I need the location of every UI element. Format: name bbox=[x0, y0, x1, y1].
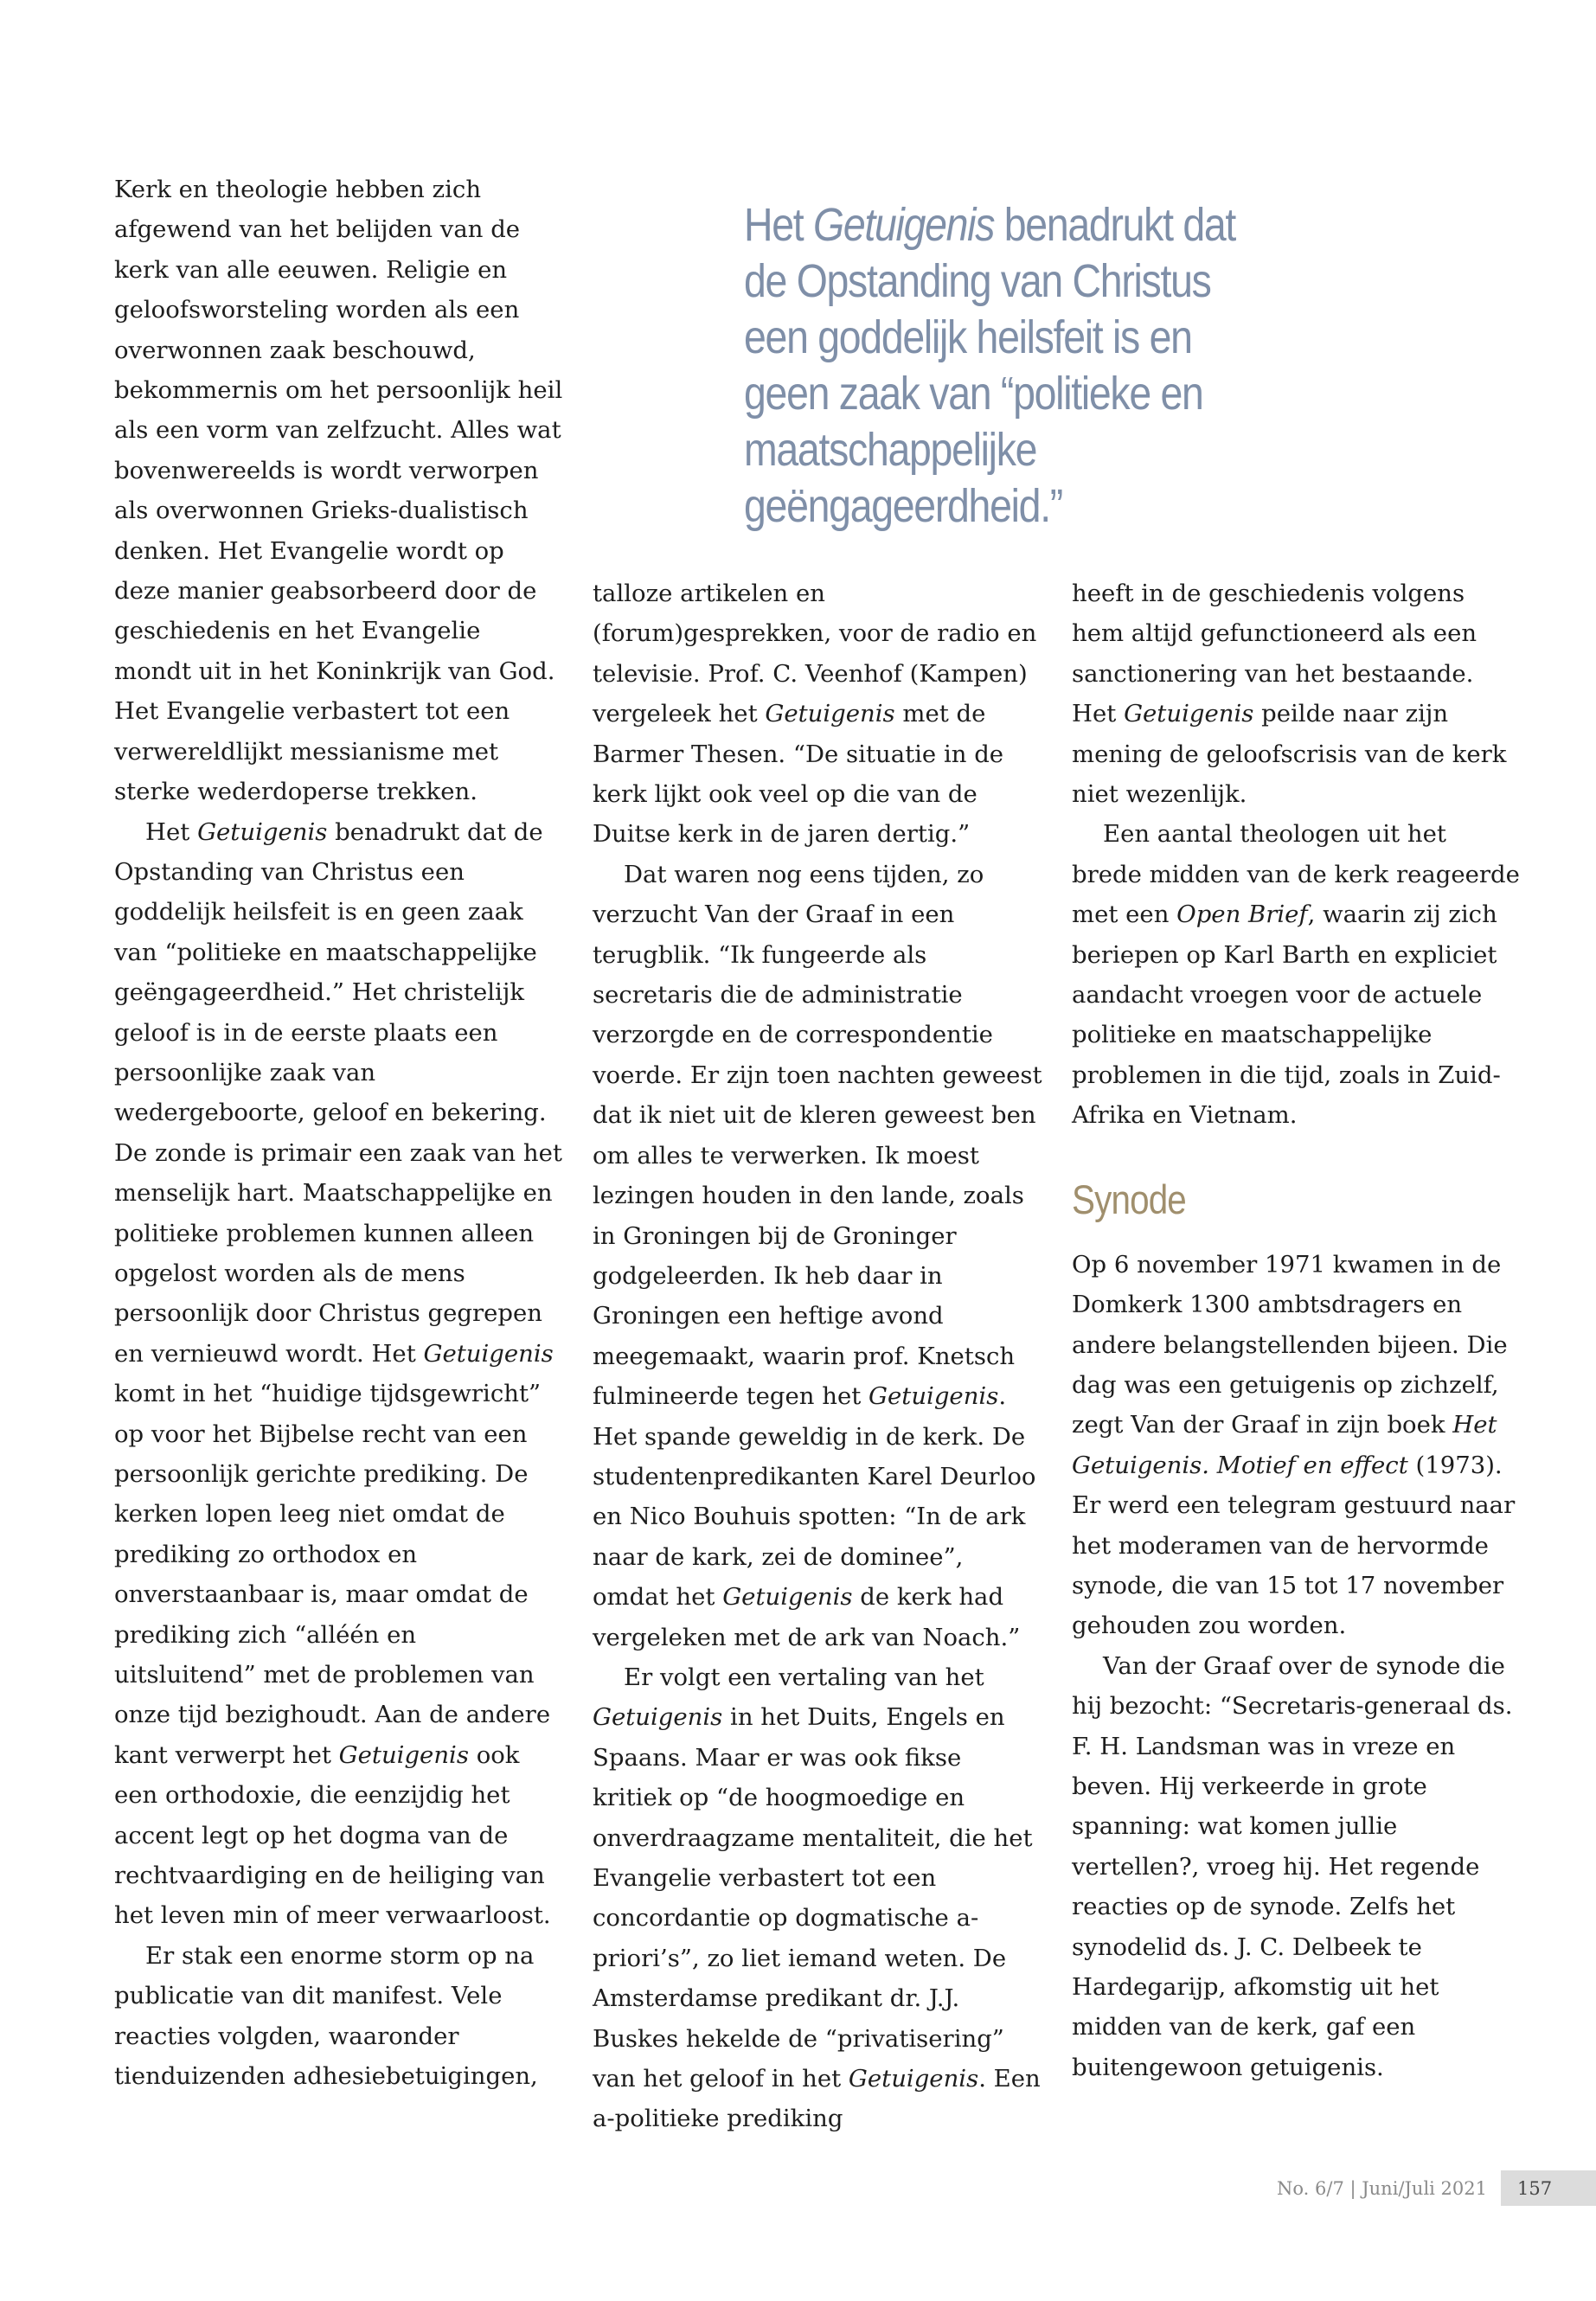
paragraph: talloze artikelen en (forum)gesprekken, voor de radio en televisie. Prof. C. Veenhof (Kampen) vergeleek het Getuigenis met de Barmer Thesen. “De situatie in de kerk lijkt ook veel op die van de Duitse kerk in de jaren dertig.” bbox=[593, 580, 1037, 849]
paragraph: Er stak een enorme storm op na publicatie van dit manifest. Vele reacties volgden, waaronder tienduizenden adhesiebetuigingen, bbox=[114, 1941, 538, 2091]
paragraph: Op 6 november 1971 kwamen in de Domkerk 1300 ambtsdragers en andere belangstellenden bijeen. Die dag was een getuigenis op zichzelf, zegt Van der Graaf in zijn boek Het Getuigenis. Motief en effect (1973). Er werd een telegram gestuurd naar het moderamen van de hervormde synode, die van 15 tot 17 november gehouden zou worden. bbox=[1072, 1250, 1516, 1640]
page-number: 157 bbox=[1501, 2170, 1596, 2206]
column-1 bbox=[114, 170, 564, 2097]
paragraph: Een aantal theologen uit het brede midden van de kerk reageerde met een Open Brief, waarin zij zich beriepen op Karl Barth en expliciet aandacht vroegen voor de actuele politieke en maatschappelijke problemen in die tijd, zoals in Zuid-Afrika en Vietnam. bbox=[1072, 820, 1520, 1130]
issue-label: No. 6/7 | Juni/Juli 2021 bbox=[1277, 2177, 1487, 2199]
paragraph: Dat waren nog eens tijden, zo verzucht Van der Graaf in een terugblik. “Ik fungeerde als secretaris die de administratie verzorgde en de correspondentie voerde. Er zijn toen nachten geweest dat ik niet uit de kleren geweest ben om alles te verwerken. Ik moest lezingen houden in den lande, zoals in Groningen bij de Groninger godgeleerden. Ik heb daar in Groningen een heftige avond meegemaakt, waarin prof. Knetsch fulmineerde tegen het Getuigenis. Het spande geweldig in de kerk. De studentenpredikanten Karel Deurloo en Nico Bouhuis spotten: “In de ark naar de kark, zei de dominee”, omdat het Getuigenis de kerk had vergeleken met de ark van Noach.” bbox=[593, 860, 1042, 1651]
pull-quote: Het Getuigenis benadrukt dat de Opstanding van Christus een goddelijk heilsfeit is en geen zaak van “politieke en maatschappelijke geëngageerdheid.” bbox=[744, 199, 1236, 532]
column-3 bbox=[1072, 574, 1522, 2087]
paragraph: Er volgt een vertaling van het Getuigenis in het Duits, Engels en Spaans. Maar er was ook fikse kritiek op “de hoogmoedige en onverdraagzame mentaliteit, die het Evangelie verbastert tot een concordantie op dogmatische a-priori’s”, zo liet iemand weten. De Amsterdamse predikant dr. J.J. Buskes hekelde de “privatisering” van het geloof in het Getuigenis. Een a-politieke prediking bbox=[593, 1663, 1041, 2133]
page-footer bbox=[1277, 2170, 1596, 2206]
paragraph: heeft in de geschiedenis volgens hem altijd gefunctioneerd als een sanctionering van het bestaande. Het Getuigenis peilde naar zijn mening de geloofscrisis van de kerk niet wezenlijk. bbox=[1072, 580, 1507, 809]
paragraph: Kerk en theologie hebben zich afgewend van het belijden van de kerk van alle eeuwen. Religie en geloofsworsteling worden als een overwonnen zaak beschouwd, bekommernis om het persoonlijk heil als een vorm van zelfzucht. Alles wat bovenwereelds is wordt verworpen als overwonnen Grieks-dualistisch denken. Het Evangelie wordt op deze manier geabsorbeerd door de geschiedenis en het Evangelie mondt uit in het Koninkrijk van God. Het Evangelie verbastert tot een verwereldlijkt messianisme met sterke wederdoperse trekken. bbox=[114, 176, 563, 806]
column-2 bbox=[593, 574, 1042, 2139]
paragraph: Van der Graaf over de synode die hij bezocht: “Secretaris-generaal ds. F. H. Landsman was in vreze en beven. Hij verkeerde in grote spanning: wat komen jullie vertellen?, vroeg hij. Het regende reacties op de synode. Zelfs het synodelid ds. J. C. Delbeek te Hardegarijp, afkomstig uit het midden van de kerk, gaf een buitengewoon getuigenis. bbox=[1072, 1651, 1513, 2081]
section-heading: Synode bbox=[1072, 1176, 1186, 1222]
paragraph: Het Getuigenis benadrukt dat de Opstanding van Christus een goddelijk heilsfeit is en geen zaak van “politieke en maatschappelijke geëngageerdheid.” Het christelijk geloof is in de eerste plaats een persoonlijke zaak van wedergeboorte, geloof en bekering. De zonde is primair een zaak van het menselijk hart. Maatschappelijke en politieke problemen kunnen alleen opgelost worden als de mens persoonlijk door Christus gegrepen en vernieuwd wordt. Het Getuigenis komt in het “huidige tijdsgewricht” op voor het Bijbelse recht van een persoonlijk gerichte prediking. De kerken lopen leeg niet omdat de prediking zo orthodox en onverstaanbaar is, maar omdat de prediking zich “alléén en uitsluitend” met de problemen van onze tijd bezighoudt. Aan de andere kant verwerpt het Getuigenis ook een orthodoxie, die eenzijdig het accent legt op het dogma van de rechtvaardiging en de heiliging van het leven min of meer verwaarloost. bbox=[114, 817, 562, 1930]
